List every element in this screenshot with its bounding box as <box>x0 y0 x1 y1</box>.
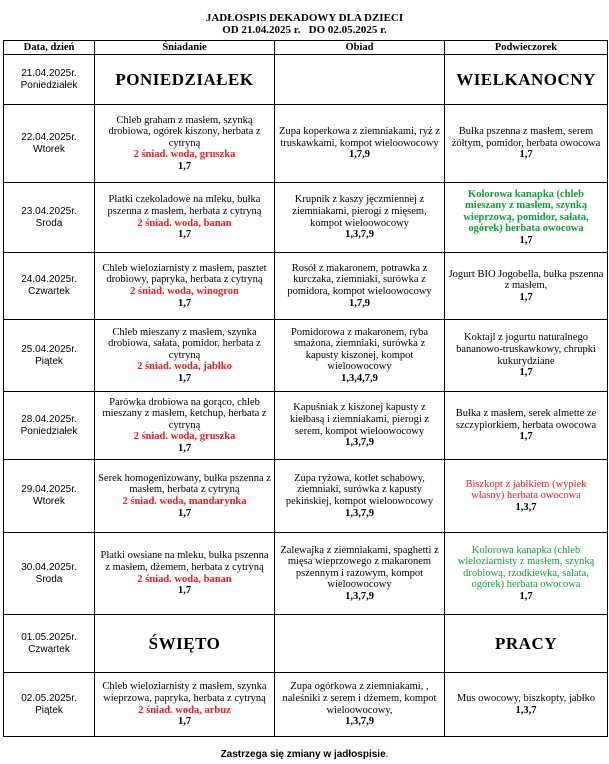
lunch-cell: Zalewajka z ziemniakami, spaghetti z mięsa wieprzowego z makaronem pszennym i razowym, kompot wieloowocowy 1,3,7,9 <box>275 533 445 615</box>
table-row <box>4 55 608 105</box>
holiday-left: PONIEDZIAŁEK <box>95 55 275 105</box>
menu-table <box>3 40 608 737</box>
date-cell: 23.04.2025r. Sroda <box>4 183 95 253</box>
table-row <box>4 460 608 533</box>
date-cell: 24.04.2025r. Czwartek <box>4 253 95 320</box>
table-row <box>4 392 608 460</box>
breakfast-cell: Chleb wieloziarnisty z masłem, szynka wieprzowa, papryka, herbata z cytryną 2 śniad. woda, arbuz 1,7 <box>95 673 275 737</box>
breakfast-cell: Chleb graham z masłem, szynką drobiowa, ogórek kiszony, herbata z cytryną 2 śniad. woda, gruszka 1,7 <box>95 105 275 183</box>
snack-cell: Kolorowa kanapka (chleb wieloziarnisty z masłem, szynką drobiową, rzodkiewka, sałata, ogórek) herbata owocowa 1,7 <box>445 533 608 615</box>
snack-cell: Koktajl z jogurtu naturalnego bananowo-truskawkowy, chrupki kukurydziane 1,7 <box>445 320 608 392</box>
breakfast-cell: Serek homogenizowany, bułka pszenna z masłem, herbata z cytryną 2 śniad. woda, mandarynka 1,7 <box>95 460 275 533</box>
date-cell: 25.04.2025r. Piątek <box>4 320 95 392</box>
header-date: Data, dzień <box>4 41 95 55</box>
date-cell: 28.04.2025r. Poniedziałek <box>4 392 95 460</box>
lunch-cell: Zupa koperkowa z ziemniakami, ryż z truskawkami, kompot wieloowocowy 1,7,9 <box>275 105 445 183</box>
snack-cell: Jogurt BIO Jogobella, bułka pszenna z masłem, 1,7 <box>445 253 608 320</box>
header-lunch: Obiad <box>275 41 445 55</box>
lunch-cell: Rosół z makaronem, potrawka z kurczaka, ziemniaki, surówka z pomidora, kompot wieloowocowy 1,7,9 <box>275 253 445 320</box>
table-row <box>4 105 608 183</box>
menu-title <box>0 12 609 36</box>
snack-cell: Kolorowa kanapka (chleb mieszany z masłem, szynką wieprzową, pomidor, sałata, ogórek) herbata owocowa 1,7 <box>445 183 608 253</box>
breakfast-cell: Parówka drobiowa na gorąco, chleb mieszany z masłem, ketchup, herbata z cytryną 2 śniad. woda, gruszka 1,7 <box>95 392 275 460</box>
lunch-cell: Pomidorowa z makaronem, ryba smażona, ziemniaki, surówka z kapusty kiszonej, kompot wieloowocowy 1,3,4,7,9 <box>275 320 445 392</box>
table-row <box>4 615 608 673</box>
table-row <box>4 673 608 737</box>
lunch-cell: Zupa ryżowa, kotlet schabowy, ziemniaki, surówka z kapusty pekińskiej, kompot wieloowocowy 1,3,7,9 <box>275 460 445 533</box>
holiday-right: PRACY <box>445 615 608 673</box>
date-cell: 01.05.2025r. Czwartek <box>4 615 95 673</box>
breakfast-cell: Chleb mieszany z masłem, szynka drobiowa, sałata, pomidor, herbata z cytryną 2 śniad. woda, jabłko 1,7 <box>95 320 275 392</box>
holiday-right: WIELKANOCNY <box>445 55 608 105</box>
menu-title-line1: JADŁOSPIS DEKADOWY DLA DZIECI <box>205 12 404 24</box>
date-cell: 30.04.2025r. Sroda <box>4 533 95 615</box>
lunch-cell: Zupa ogórkowa z ziemniakami, , naleśniki z serem i dżemem, kompot wieloowocowy, 1,3,7,9 <box>275 673 445 737</box>
breakfast-cell: Chleb wieloziarnisty z masłem, pasztet drobiowy, papryka, herbata z cytryną 2 śniad. woda, winogron 1,7 <box>95 253 275 320</box>
menu-title-line2: OD 21.04.2025 r. DO 02.05.2025 r. <box>222 24 387 36</box>
footer-note: Zastrzega się zmiany w jadłospisie. <box>220 749 389 760</box>
date-cell: 21.04.2025r. Poniedziałek <box>4 55 95 105</box>
holiday-left: ŚWIĘTO <box>95 615 275 673</box>
header-row <box>4 41 608 55</box>
snack-cell: Mus owocowy, biszkopty, jabłko 1,3,7 <box>445 673 608 737</box>
lunch-cell <box>275 615 445 673</box>
snack-cell: Biszkopt z jabłkiem (wypiek własny) herbata owocowa 1,3,7 <box>445 460 608 533</box>
header-snack: Podwieczorek <box>445 41 608 55</box>
header-breakfast: Śniadanie <box>95 41 275 55</box>
snack-cell: Bułka pszenna z masłem, serem żółtym, pomidor, herbata owocowa 1,7 <box>445 105 608 183</box>
table-row <box>4 183 608 253</box>
table-row <box>4 253 608 320</box>
date-cell: 29.04.2025r. Wtorek <box>4 460 95 533</box>
table-row <box>4 533 608 615</box>
lunch-cell: Kapuśniak z kiszonej kapusty z kiełbasą i ziemniakami, pierogi z serem, kompot wieloowocowy 1,3,7,9 <box>275 392 445 460</box>
lunch-cell: Krupnik z kaszy jęczmiennej z ziemniakami, pierogi z mięsem, kompot wieloowocowy 1,3,7,9 <box>275 183 445 253</box>
breakfast-cell: Płatki owsiane na mleku, bułka pszenna z masłem, dżemem, herbata z cytryną 2 śniad. woda, banan 1,7 <box>95 533 275 615</box>
snack-cell: Bułka z masłem, serek almette ze szczypiorkiem, herbata owocowa 1,7 <box>445 392 608 460</box>
date-cell: 02.05.2025r. Piątek <box>4 673 95 737</box>
breakfast-cell: Płatki czekoladowe na mleku, bułka pszenna z masłem, herbata z cytryną 2 śniad. woda, banan 1,7 <box>95 183 275 253</box>
date-cell: 22.04.2025r. Wtorek <box>4 105 95 183</box>
lunch-cell <box>275 55 445 105</box>
table-row <box>4 320 608 392</box>
